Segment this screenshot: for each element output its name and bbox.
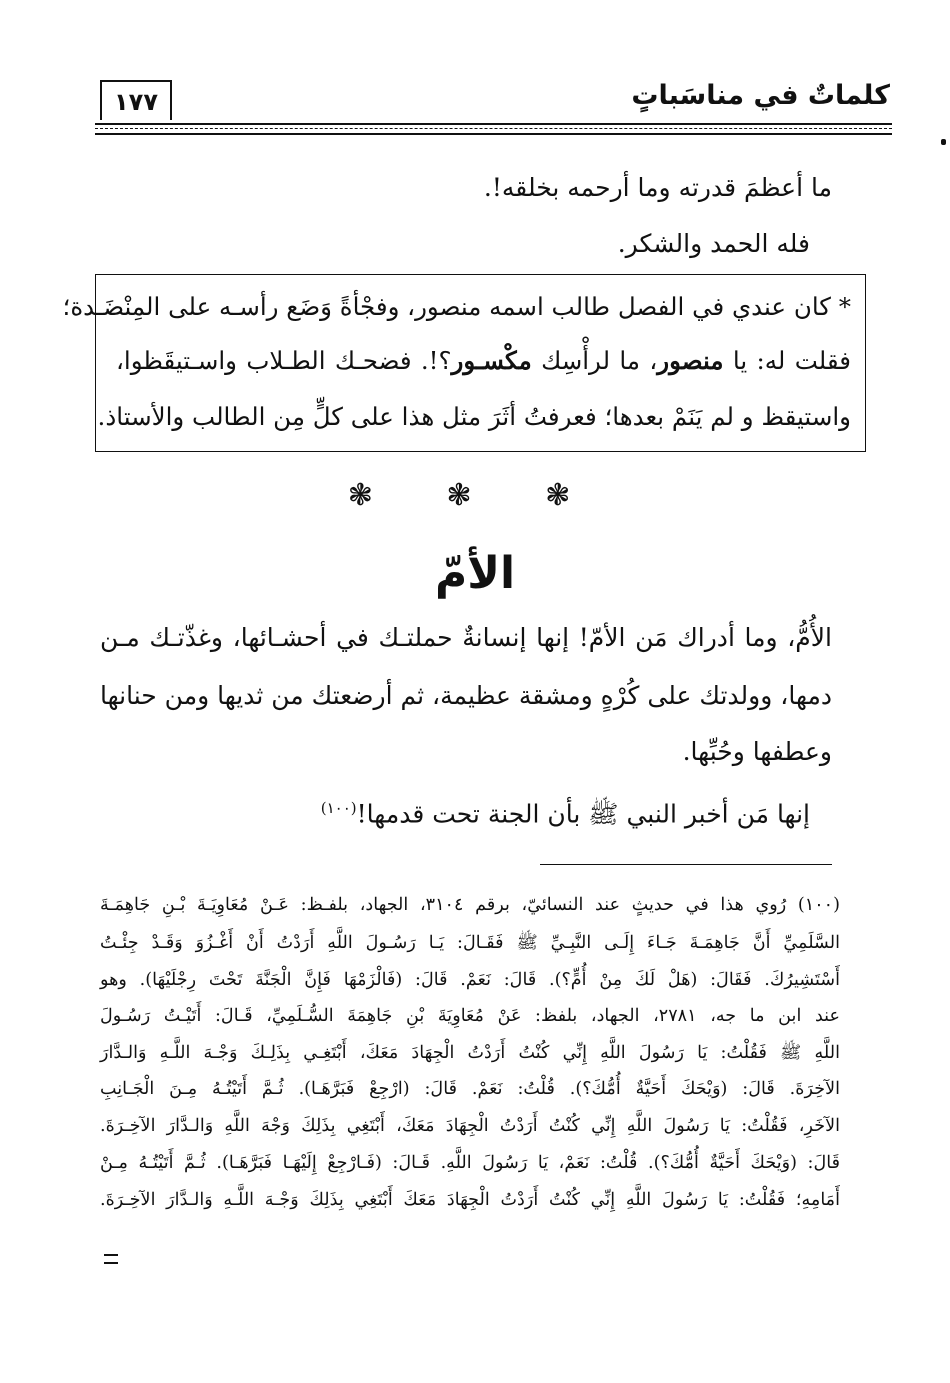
footnote-line: الآخَرِ، فَقُلْتُ: يَا رَسُولَ اللَّهِ إِنِّي كُنْتُ أَرَدْتُ الْجِهَادَ مَعَكَ، أَبْتَغِي بِذَلِكَ وَجْهَ اللَّهِ وَالـدَّارَ الآخِـرَةَ.: [100, 1116, 840, 1136]
continuation-mark: [104, 1254, 118, 1264]
box-text: فقلت له: يا: [723, 346, 851, 375]
footnote-line: أَسْتَشِيرُكَ. فَقَالَ: (هَلْ لَكَ مِنْ أُمٍّ؟). قَالَ: نَعَمْ. قَالَ: (فَالْزَمْهَا فَإِنَّ الْجَنَّةَ تَحْتَ رِجْلَيْهَا). وهو: [100, 970, 840, 990]
header-rule-dashed: [95, 128, 892, 129]
intro-line: ما أعظمَ قدرته وما أرحمه بخلقه!.: [483, 173, 832, 202]
edge-mark: [941, 139, 946, 145]
header-rule: [95, 123, 892, 125]
box-line: * كان عندي في الفصل طالب اسمه منصور، وفجْأةً وَضَع رأسـه على المِنْضَـدة؛: [62, 292, 851, 321]
intro-line: فله الحمد والشكر.: [617, 229, 810, 258]
header-rule: [95, 133, 892, 135]
box-text: ؟!. فضحـك الطـلاب واسـتيقَظوا،: [116, 346, 452, 375]
box-bold-word: مكْسـور: [451, 346, 532, 375]
footnote-line: (١٠٠) رُوي هذا في حديثٍ عند النسائيّ، برقم ٣١٠٤، الجهاد، بلفـظ: عَـنْ مُعَاوِيَـةَ بْـنِ جَاهِمَـةَ: [100, 895, 840, 915]
body-line: دمها، وولدتك على كُرْهٍ ومشقة عظيمة، ثم أرضعتك من ثديها ومن حنانها: [100, 681, 832, 710]
body-text: إنها مَن أخبر النبي ﷺ بأن الجنة تحت قدمها!: [356, 799, 810, 829]
footnote-rule: [540, 864, 832, 865]
footnote-line: الآخِرَةَ. قَالَ: (وَيْحَكَ أَحَيَّةٌ أُمُّكَ؟). قُلْتُ: نَعَمْ. قَالَ: (ارْجِعْ فَبَرَّهَـا). ثُـمَّ أَتَيْتُـهُ مِـنَ الْجَـانِبِ: [100, 1079, 840, 1099]
body-line: وعطفها وحُبِّها.: [682, 737, 832, 766]
footnote-line: اللَّهِ ﷺ فَقُلْتُ: يَا رَسُولَ اللَّهِ إِنِّي كُنْتُ أَرَدْتُ الْجِهَادَ مَعَكَ، أَبْتَغِـي بِذَلِـكَ وَجْـهَ اللَّـهِ وَالـدَّارَ: [100, 1043, 840, 1063]
footnote-line: السَّلَمِيِّ أَنَّ جَاهِمَـةَ جَـاءَ إِلَـى النَّبِـيِّ ﷺ فَقَـالَ: يَـا رَسُـولَ اللَّهِ أَرَدْتُ أَنْ أَغْـزُوَ وَقَـدْ جِئْـتُ: [100, 933, 840, 953]
box-text: ، ما لرأْسِك: [531, 346, 658, 375]
anecdote-box: [62, 274, 866, 452]
section-title: الأمّ: [434, 548, 516, 599]
ornament-separator: ❃ ❃ ❃: [347, 478, 603, 513]
footnote-line: أَمَامِهِ؛ فَقُلْتُ: يَا رَسُولَ اللَّهِ إِنِّي كُنْتُ أَرَدْتُ الْجِهَادَ مَعَكَ أَبْتَغِي بِذَلِكَ وَجْـهَ اللَّـهِ وَالـدَّارَ الآخِـرَةَ.: [100, 1190, 840, 1210]
footnote-line: عند ابن ما جه، ٢٧٨١، الجهاد، بلفظ: عَنْ مُعَاوِيَةَ بْنِ جَاهِمَةَ السُّـلَمِيِّ، قَـالَ: أَتَيْـتُ رَسُـولَ: [100, 1006, 840, 1026]
page-number: ١٧٧: [100, 80, 172, 120]
box-line: واستيقظ و لم يَنَمْ بعدها؛ فعرفتُ أثَرَ مثل هذا على كلٍّ مِن الطالب والأستاذ.: [97, 402, 851, 431]
running-header-title: كلماتٌ في مناسَباتٍ: [631, 80, 890, 111]
box-line: [116, 341, 851, 381]
footnote-ref: (١٠٠): [320, 799, 357, 817]
box-bold-word: منصور: [657, 346, 724, 375]
footnote-line: قَالَ: (وَيْحَكَ أَحَيَّةٌ أُمُّكَ؟). قُلْتُ: نَعَمْ، يَا رَسُولَ اللَّهِ. قَـالَ: (فَـارْجِعْ إِلَيْهَـا فَبَرَّهَـا). ثُـمَّ أَتَيْتُـهُ مِـنْ: [100, 1153, 840, 1173]
body-line: [100, 788, 810, 834]
body-line: الأُمُّ، وما أدراك مَن الأمّ! إنها إنسانةٌ حملتـك في أحشـائها، وغذّتـك مـن: [100, 623, 832, 652]
